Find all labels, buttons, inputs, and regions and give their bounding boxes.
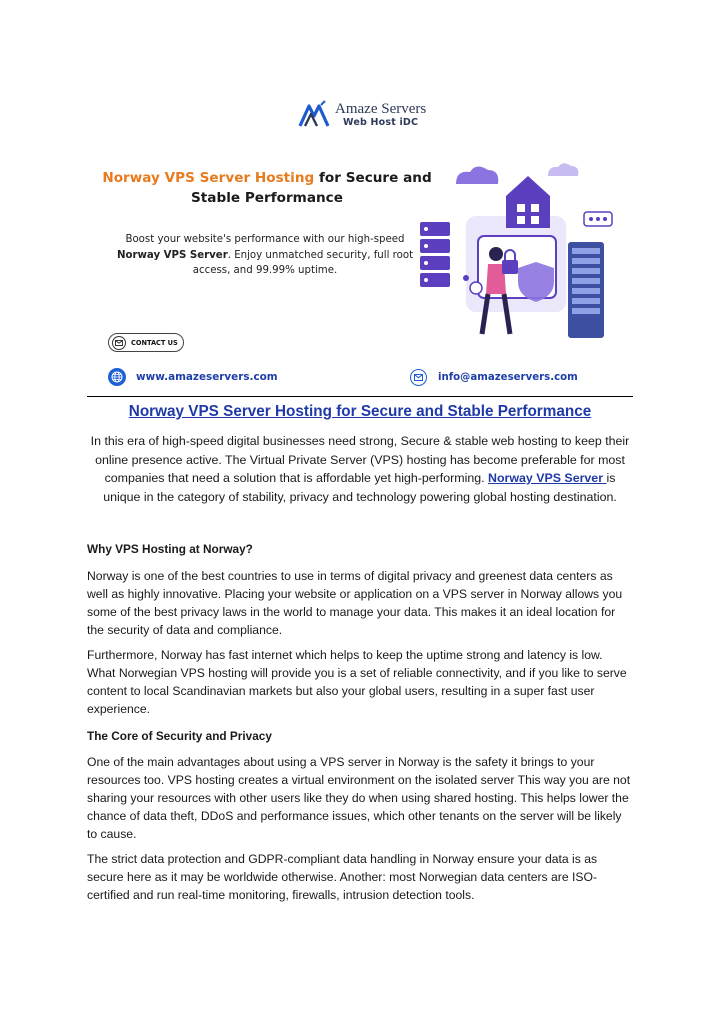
email-address: info@amazeservers.com — [438, 372, 578, 383]
contact-us-label: CONTACT US — [131, 338, 178, 347]
divider — [87, 396, 633, 397]
brand-logo — [297, 100, 432, 132]
logo-tagline: Web Host iDC — [343, 117, 419, 128]
heading-security-privacy: The Core of Security and Privacy — [87, 729, 272, 743]
paragraph-norway-privacy: Norway is one of the best countries to use in terms of digital privacy and greenest data centers as well as highly innovative. Placing your website or application on a VPS server in Norway allows you some of the best privacy laws in the world to manage your data. This makes it an ideal location for the security of data and compliance. — [87, 569, 623, 638]
paragraph-security-advantages: One of the main advantages about using a VPS server in Norway is the safety it brings to your resources too. VPS hosting creates a virtual environment on the isolated server This way you are not sharing your resources with other users like they do when using shared hosting. This helps lower the chance of data theft, DDoS and performance issues, which other tenants on the server will be likely to cause. — [87, 755, 631, 842]
hero-desc-before: Boost your website's performance with our high-speed — [125, 234, 405, 245]
envelope-icon — [410, 369, 427, 386]
hero-title-rest: for Secure and Stable Performance — [191, 170, 432, 206]
norway-vps-server-link[interactable]: Norway VPS Server — [488, 471, 607, 485]
paragraph-data-protection: The strict data protection and GDPR-compliant data handling in Norway ensure your data is as secure here as it may be worldwide otherwise. Another: most Norwegian data centers are ISO-certified and run real-time monitoring, firewalls, intrusion detection tools. — [87, 852, 598, 903]
hero-title-accent: Norway VPS Server Hosting — [102, 170, 315, 186]
hero-desc-after: . Enjoy unmatched security, full root access, and 99.99% uptime. — [192, 249, 414, 276]
vps-security-illustration — [418, 156, 614, 342]
hero-desc-bold: Norway VPS Server — [116, 249, 228, 261]
article-title[interactable]: Norway VPS Server Hosting for Secure and Stable Performance — [128, 403, 592, 420]
contact-us-button[interactable] — [108, 333, 184, 352]
hero-title — [86, 168, 448, 208]
intro-text-after: is unique in the category of stability, privacy and technology powering global hosting destination. — [103, 471, 617, 504]
intro-text-before: In this era of high-speed digital businesses need strong, Secure & stable web hosting to keep their online presence active. The Virtual Private Server (VPS) hosting has become preferable for most companies that need a solution that is affordable yet high-performing. — [90, 434, 630, 485]
paragraph-fast-internet: Furthermore, Norway has fast internet which helps to keep the uptime strong and latency is low. What Norwegian VPS hosting will provide you is a set of reliable connectivity, and if you like to serve content to local Scandinavian markets but also your global users, resulting in a super fast user experience. — [87, 648, 627, 717]
globe-icon — [108, 368, 126, 386]
logo-name: Amaze Servers — [335, 101, 427, 117]
intro-paragraph — [87, 432, 633, 506]
email-link[interactable] — [410, 369, 578, 386]
hero-description — [104, 232, 426, 279]
mail-icon — [112, 336, 126, 350]
website-url: www.amazeservers.com — [136, 371, 278, 383]
website-link[interactable] — [108, 368, 278, 386]
logo-mark-icon — [297, 100, 333, 130]
heading-why-vps: Why VPS Hosting at Norway? — [87, 542, 253, 556]
